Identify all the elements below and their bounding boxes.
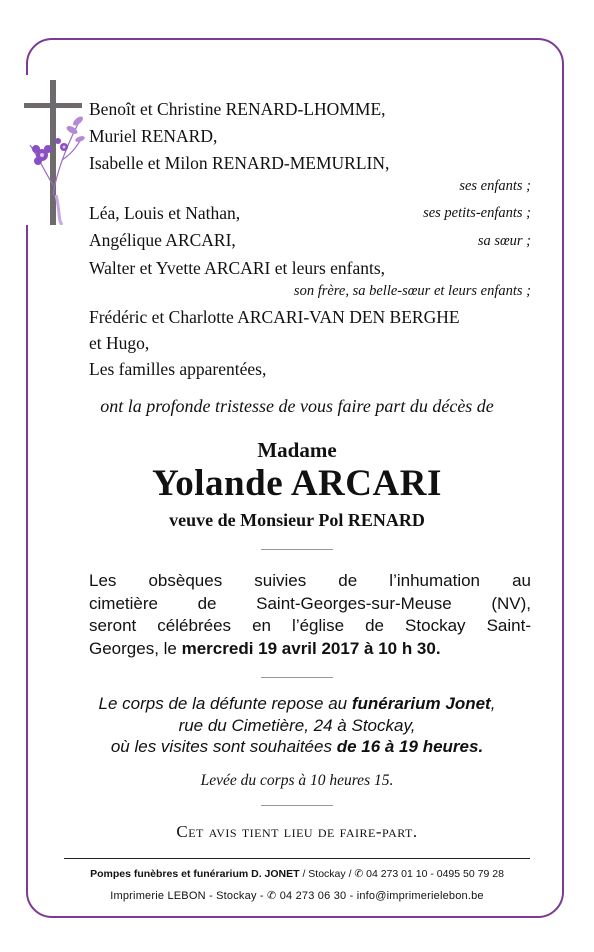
funeral-home-info: Pompes funèbres et funérarium D. JONET / Stockay / ✆ 04 273 01 10 - 0495 50 79 28	[90, 868, 504, 880]
family-relation: sa sœur ;	[477, 233, 531, 249]
family-line: Isabelle et Milon RENARD-MEMURLIN,	[89, 153, 390, 173]
family-relation: ses petits-enfants ;	[423, 205, 531, 221]
footer-rule	[64, 858, 530, 859]
funeral-line: seront célébrées en l’église de Stockay Saint-	[89, 616, 531, 635]
printer-info: Imprimerie LEBON - Stockay - ✆ 04 273 06 30 - info@imprimerielebon.be	[110, 890, 484, 902]
family-line: Walter et Yvette ARCARI et leurs enfants,	[89, 258, 386, 278]
viewing-line: rue du Cimetière, 24 à Stockay,	[178, 715, 416, 735]
announcement-intro: ont la profonde tristesse de vous faire part du décès de	[100, 396, 494, 416]
family-relation: son frère, sa belle-sœur et leurs enfants ;	[293, 283, 531, 299]
deceased-name: Yolande ARCARI	[152, 463, 442, 504]
funeral-line: cimetière de Saint-Georges-sur-Meuse (NV),	[89, 593, 531, 613]
family-line: Benoît et Christine RENARD-LHOMME,	[89, 99, 386, 119]
funeral-line: Les obsèques suivies de l’inhumation au	[89, 571, 531, 590]
viewing-details	[40, 693, 554, 758]
funeral-line: Georges, le mercredi 19 avril 2017 à 10 h 30.	[89, 638, 441, 658]
avis-note: Cet avis tient lieu de faire-part.	[176, 822, 418, 841]
deceased-title: Madame	[257, 438, 337, 462]
family-line: et Hugo,	[89, 333, 150, 353]
family-relation: ses enfants ;	[459, 178, 531, 194]
separator	[261, 805, 333, 806]
family-line: Léa, Louis et Nathan,	[89, 203, 241, 223]
family-line: Frédéric et Charlotte ARCARI-VAN DEN BERGHE	[89, 307, 460, 327]
levee-note: Levée du corps à 10 heures 15.	[200, 772, 394, 789]
funerarium-name: funérarium Jonet	[351, 694, 491, 713]
viewing-line: où les visites sont souhaitées de 16 à 19 heures.	[110, 737, 484, 756]
family-line: Angélique ARCARI,	[89, 230, 236, 250]
deceased-widow-of: veuve de Monsieur Pol RENARD	[169, 510, 425, 530]
separator	[261, 549, 333, 550]
visiting-hours: de 16 à 19 heures.	[336, 737, 484, 756]
family-line: Muriel RENARD,	[89, 126, 218, 146]
funeral-details	[89, 570, 531, 660]
separator	[261, 677, 333, 678]
funeral-date: mercredi 19 avril 2017 à 10 h 30.	[181, 638, 441, 658]
family-line: Les familles apparentées,	[89, 359, 267, 379]
viewing-line: Le corps de la défunte repose au funérarium Jonet,	[98, 694, 496, 713]
cross-with-flowers-icon	[22, 75, 86, 225]
